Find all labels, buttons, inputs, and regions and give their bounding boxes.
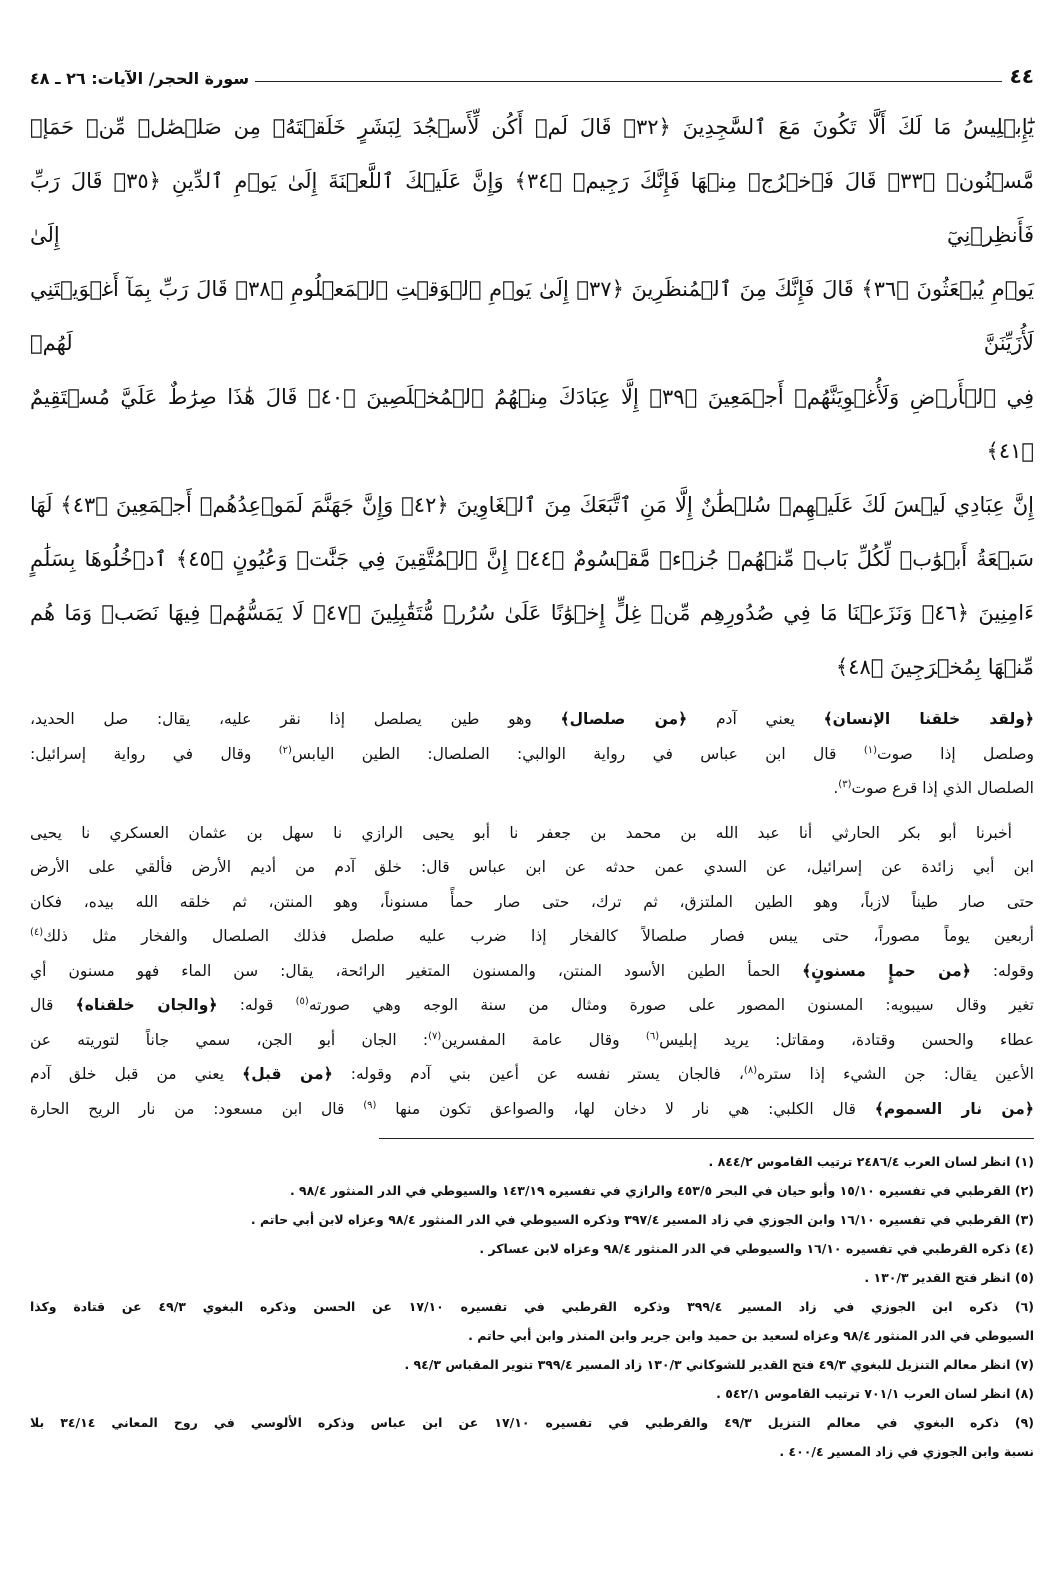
commentary-line	[30, 737, 1034, 772]
commentary-text: تغير وقال سيبويه: المسنون المصور على صورة ومثال من سنة الوجه وهي صورته	[308, 996, 1034, 1014]
commentary-text: وقوله:	[970, 961, 1034, 980]
footnote-ref[interactable]: (٩)	[363, 1099, 377, 1111]
footnote: نسبة وابن الجوزي في زاد المسير ٤٠٠/٤ .	[779, 1444, 1034, 1459]
footnote: (٣) القرطبي في تفسيره ١٦/١٠ وابن الجوزي في زاد المسير ٣٩٧/٤ وذكره السيوطي في الدر المنثور ٩٨/٤ وعزاه لابن أبي حاتم .	[250, 1212, 1034, 1227]
commentary-text: قال ابن عباس في رواية الوالبي: الصلصال: الطين اليابس	[291, 744, 864, 763]
footnote: (٥) انظر فتح القدير ١٣٠/٣ .	[864, 1270, 1034, 1285]
quoted-verse: ﴿من قبل﴾	[242, 1065, 333, 1083]
footnote-ref[interactable]: (٨)	[743, 1064, 758, 1076]
commentary-text: .	[833, 779, 839, 797]
commentary-text: وقال عامة المفسرين	[441, 1030, 646, 1049]
commentary-text: حتى صار طيناً لازباً، وهو الطين الملتزق، ثم ترك، حتى صار حمأً مسنوناً، وهو المنتن، ثم خلقه الله بيده، فكان	[30, 892, 1034, 911]
quran-line: مِّنۡهَا بِمُخۡرَجِينَ ﴿٤٨﴾	[835, 655, 1034, 679]
commentary-text: ابن أبي زائدة عن إسرائيل، عن السدي عمن حدثه عن ابن عباس قال: خلق آدم من أديم الأرض فألقي على الأرض	[30, 858, 1034, 876]
commentary-line	[30, 919, 1034, 954]
book-page	[30, 0, 1034, 1466]
footnote-ref[interactable]: (٦)	[645, 1030, 660, 1042]
footnote: (٢) القرطبي في تفسيره ١٥/١٠ وأبو حيان في البحر ٤٥٣/٥ والرازي في تفسيره ١٤٣/١٩ والسيوطي في الدر المنثور ٩٨/٤ .	[289, 1183, 1034, 1198]
footnote: (٧) انظر معالم التنزيل للبغوي ٤٩/٣ فتح القدير للشوكاني ١٣٠/٣ زاد المسير ٣٩٩/٤ تنوير المقباس ٩٤/٣ .	[404, 1357, 1034, 1372]
footnote: (٨) انظر لسان العرب ٧٠١/١ ترتيب القاموس ٥٤٢/١ .	[716, 1386, 1034, 1401]
footnote-ref[interactable]: (٣)	[838, 778, 852, 790]
commentary-text: وهو طين يصلصل إذا نقر عليه، يقال: صل الحديد،	[30, 710, 561, 728]
quran-line: يَوۡمِ يُبۡعَثُونَ ﴿٣٦﴾ قَالَ فَإِنَّكَ مِنَ ٱلۡمُنظَرِينَ ﴿٣٧﴾ إِلَىٰ يَوۡمِ ٱلۡوَقۡتِ ٱلۡمَعۡلُومِ ﴿٣٨﴾ قَالَ رَبِّ بِمَآ أَغۡوَيۡتَنِي لَأُزَيِّنَنَّ لَهُمۡ	[30, 277, 1034, 355]
commentary-text: قال	[30, 996, 76, 1014]
footnote: (٦) ذكره ابن الجوزي في زاد المسير ٣٩٩/٤ وذكره القرطبي في تفسيره ١٧/١٠ عن الحسن وذكره البغوي ٤٩/٣ عن قتادة وكذا	[30, 1299, 1035, 1314]
commentary-line	[30, 1023, 1034, 1058]
commentary-line	[30, 988, 1034, 1023]
footnote: (٩) ذكره البغوي في معالم التنزيل ٤٩/٣ والقرطبي في تفسيره ١٧/١٠ عن ابن عباس وذكره الألوسي في روح المعاني ٣٤/١٤ بلا	[30, 1415, 1034, 1430]
footnote-ref[interactable]: (٤)	[30, 926, 44, 938]
commentary-text: يعني من قبل خلق آدم	[30, 1065, 243, 1083]
footnote-ref[interactable]: (٢)	[278, 744, 292, 756]
quran-line: سَبۡعَةُ أَبۡوَٰبٖ لِّكُلِّ بَابٖ مِّنۡهُمۡ جُزۡءٞ مَّقۡسُومٌ ﴿٤٤﴾ إِنَّ ٱلۡمُتَّقِينَ فِي جَنَّٰتٖ وَعُيُونٍ ﴿٤٥﴾ ٱدۡخُلُوهَا بِسَلَٰمٍ	[30, 547, 1035, 571]
commentary-text: ، فالجان يستر نفسه عن أعين بني آدم وقوله:	[332, 1065, 744, 1083]
footnotes	[30, 1147, 1034, 1466]
commentary-line	[30, 954, 1034, 989]
quran-line: فِي ٱلۡأَرۡضِ وَلَأُغۡوِيَنَّهُمۡ أَجۡمَعِينَ ﴿٣٩﴾ إِلَّا عِبَادَكَ مِنۡهُمُ ٱلۡمُخۡلَصِينَ ﴿٤٠﴾ قَالَ هَٰذَا صِرَٰطٌ عَلَيَّ مُسۡتَقِيمٌ ﴿٤١﴾	[30, 385, 1034, 463]
quran-line: إِنَّ عِبَادِي لَيۡسَ لَكَ عَلَيۡهِمۡ سُلۡطَٰنٌ إِلَّا مَنِ ٱتَّبَعَكَ مِنَ ٱلۡغَاوِينَ ﴿٤٢﴾ وَإِنَّ جَهَنَّمَ لَمَوۡعِدُهُمۡ أَجۡمَعِينَ ﴿٤٣﴾ لَهَا	[30, 493, 1034, 517]
commentary	[30, 702, 1034, 1126]
commentary-text: وصلصل إذا صوت	[877, 744, 1034, 763]
commentary-text: الأعين يقال: جن الشيء إذا ستره	[757, 1065, 1034, 1083]
commentary-text: الصلصال الذي إذا قرع صوت	[851, 779, 1034, 797]
footnote-rule	[379, 1138, 1034, 1139]
commentary-line	[30, 850, 1034, 885]
quran-line: مَّسۡنُونٖ ﴿٣٣﴾ قَالَ فَٱخۡرُجۡ مِنۡهَا فَإِنَّكَ رَجِيمٞ ﴿٣٤﴾ وَإِنَّ عَلَيۡكَ ٱللَّعۡنَةَ إِلَىٰ يَوۡمِ ٱلدِّينِ ﴿٣٥﴾ قَالَ رَبِّ فَأَنظِرۡنِيٓ إِلَىٰ	[30, 169, 1034, 247]
quoted-verse: ﴿من حمإٍ مسنونٍ﴾	[802, 961, 971, 980]
quoted-verse: ﴿من نار السموم﴾	[874, 1099, 1034, 1118]
commentary-text: الحمأ الطين الأسود المنتن، والمسنون المتغير الرائحة، يقال: سن الماء فهو مسنون أي	[30, 961, 803, 980]
quoted-verse: ﴿من صلصال﴾	[560, 710, 688, 728]
commentary-text: وقال في رواية إسرائيل:	[30, 744, 279, 763]
quoted-verse: ﴿ولقد خلقنا الإنسان﴾	[823, 710, 1034, 728]
commentary-text: أربعين يوماً مصوراً، حتى يبس فصار صلصالاً كالفخار إذا ضرب عليه صلصل فذلك الصلصال والفخار مثل ذلك	[43, 927, 1034, 945]
quran-verses	[30, 100, 1034, 694]
commentary-text: عطاء والحسن وقتادة، ومقاتل: يريد إبليس	[659, 1030, 1035, 1049]
footnote: (١) انظر لسان العرب ٢٤٨٦/٤ ترتيب القاموس ٨٤٤/٢ .	[708, 1154, 1034, 1169]
commentary-text: قوله:	[217, 996, 296, 1014]
commentary-line	[30, 702, 1034, 737]
footnote: (٤) ذكره القرطبي في تفسيره ١٦/١٠ والسيوطي في الدر المنثور ٩٨/٤ وعزاه لابن عساكر .	[479, 1241, 1034, 1256]
footnote-ref[interactable]: (٧)	[428, 1030, 442, 1042]
commentary-line	[30, 1057, 1034, 1092]
commentary-text: قال الكلبي: هي نار لا دخان لها، والصواعق تكون منها	[376, 1099, 875, 1118]
commentary-line	[30, 816, 1034, 851]
commentary-line	[30, 771, 1034, 806]
footnote: السيوطي في الدر المنثور ٩٨/٤ وعزاه لسعيد بن حميد وابن جرير وابن المنذر وابن أبي حاتم .	[468, 1328, 1034, 1343]
commentary-text: : الجان أبو الجن، سمي جاناً لتوريته عن	[30, 1030, 429, 1049]
commentary-line	[30, 1092, 1034, 1127]
footnote-ref[interactable]: (١)	[863, 744, 877, 756]
commentary-text: قال ابن مسعود: من نار الريح الحارة	[30, 1099, 364, 1118]
quran-line: يَٰٓإِبۡلِيسُ مَا لَكَ أَلَّا تَكُونَ مَعَ ٱلسَّٰجِدِينَ ﴿٣٢﴾ قَالَ لَمۡ أَكُن لِّأَسۡجُدَ لِبَشَرٍ خَلَقۡتَهُۥ مِن صَلۡصَٰلٖ مِّنۡ حَمَإٖ	[30, 115, 1034, 139]
quran-line: ءَامِنِينَ ﴿٤٦﴾ وَنَزَعۡنَا مَا فِي صُدُورِهِم مِّنۡ غِلٍّ إِخۡوَٰنًا عَلَىٰ سُرُرٖ مُّتَقَٰبِلِينَ ﴿٤٧﴾ لَا يَمَسُّهُمۡ فِيهَا نَصَبٞ وَمَا هُم	[30, 601, 1034, 625]
page-header	[30, 58, 1034, 88]
footnote-ref[interactable]: (٥)	[295, 995, 309, 1007]
quoted-verse: ﴿والجان خلقناه﴾	[75, 996, 218, 1014]
commentary-line	[30, 885, 1034, 920]
paragraph-gap	[30, 806, 1034, 816]
page-number: ٤٤	[1009, 64, 1034, 88]
commentary-text: يعني آدم	[687, 710, 824, 728]
running-title: سورة الحجر/ الآيات: ٢٦ ـ ٤٨	[30, 69, 250, 88]
header-rule	[255, 81, 1002, 82]
commentary-text: أخبرنا أبو بكر الحارثي أنا عبد الله بن محمد بن جعفر نا أبو يحيى الرازي نا سهل بن عثمان العسكري نا يحيى	[30, 823, 1012, 842]
